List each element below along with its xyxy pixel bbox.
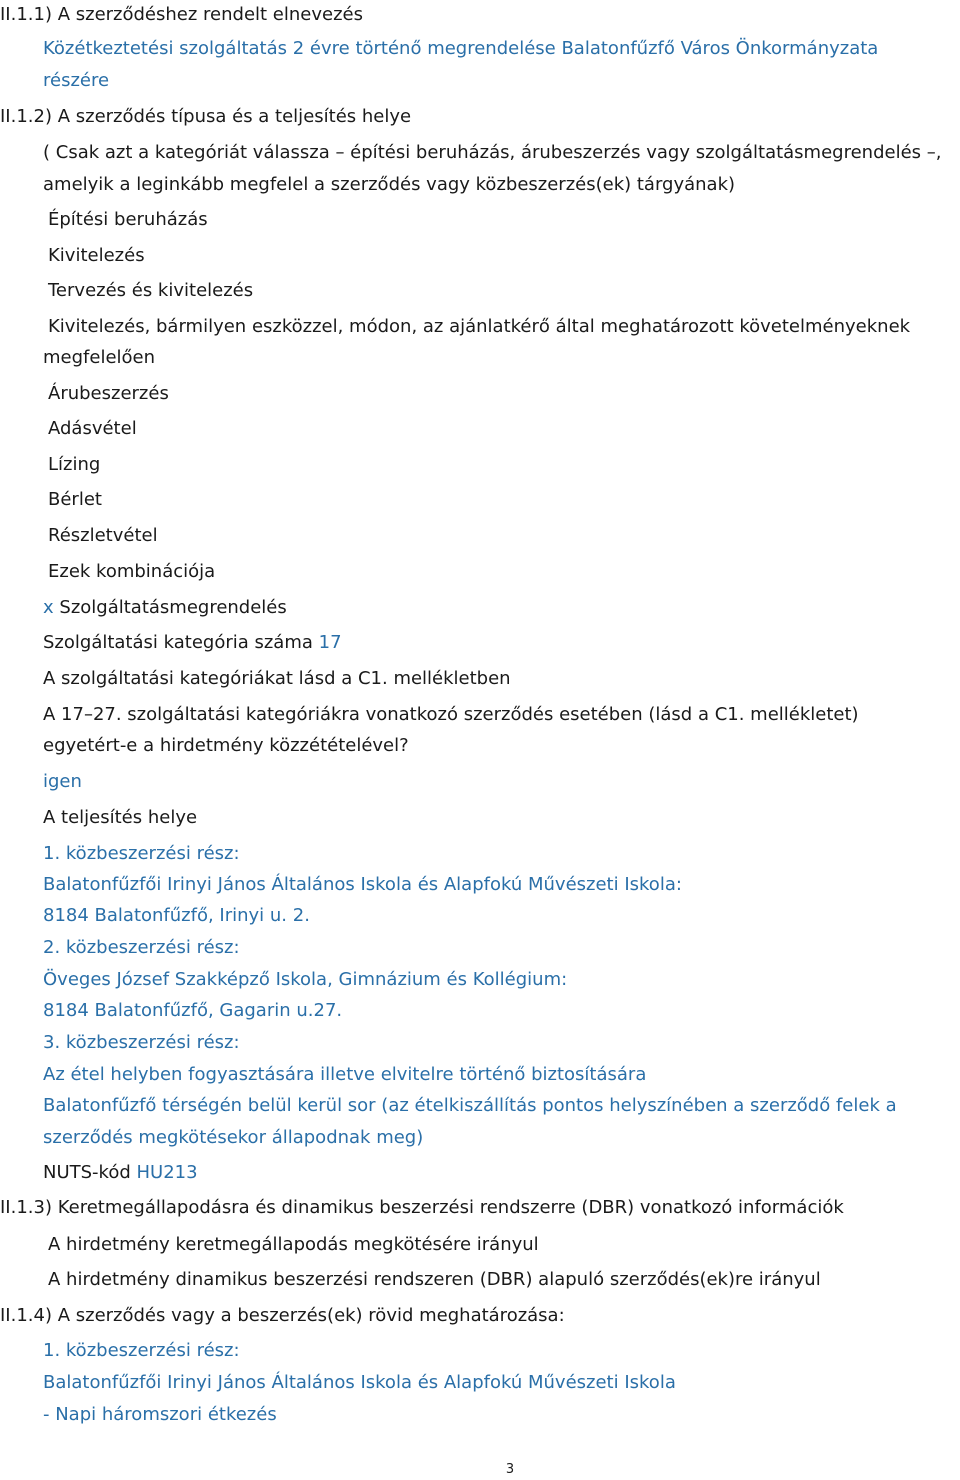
service-category-note: A szolgáltatási kategóriákat lásd a C1. mellékletben bbox=[43, 668, 511, 689]
publication-question-line-2: egyetért-e a hirdetmény közzétételével? bbox=[43, 735, 409, 756]
part-1-heading: 1. közbeszerzési rész: bbox=[43, 843, 240, 864]
option-dbr: A hirdetmény dinamikus beszerzési rendszeren (DBR) alapuló szerződés(ek)re irányul bbox=[48, 1269, 821, 1290]
option-szolgaltatasmegrendeles bbox=[43, 596, 287, 620]
publication-answer: igen bbox=[43, 771, 82, 792]
part-2-school-name: Öveges József Szakképző Iskola, Gimnázium és Kollégium: bbox=[43, 969, 568, 990]
option-kivitelezes-barmilyen-line-2: megfelelően bbox=[43, 347, 156, 368]
contract-title-line-2: részére bbox=[43, 70, 110, 91]
selected-mark: x bbox=[43, 597, 54, 618]
contract-title-line-1: Közétkeztetési szolgáltatás 2 évre történő megrendelése Balatonfűzfő Város Önkormányzata bbox=[43, 38, 879, 59]
part-3-text-line-2: Balatonfűzfő térségén belül kerül sor (az ételkiszállítás pontos helyszínében a szerződő felek a bbox=[43, 1095, 897, 1116]
nuts-code-value: HU213 bbox=[136, 1162, 198, 1183]
service-category-label: Szolgáltatási kategória száma bbox=[43, 632, 313, 653]
service-category-value: 17 bbox=[318, 632, 342, 653]
part-2-heading: 2. közbeszerzési rész: bbox=[43, 937, 240, 958]
part-3-text-line-3: szerződés megkötésekor állapodnak meg) bbox=[43, 1127, 424, 1148]
section-heading-ii-1-4: II.1.4) A szerződés vagy a beszerzés(ek) rövid meghatározása: bbox=[0, 1305, 565, 1326]
category-note-line-2: amelyik a leginkább megfelel a szerződés vagy közbeszerzés(ek) tárgyának) bbox=[43, 174, 736, 195]
place-of-performance-label: A teljesítés helye bbox=[43, 807, 198, 828]
nuts-code bbox=[43, 1161, 198, 1185]
part-3-heading: 3. közbeszerzési rész: bbox=[43, 1032, 240, 1053]
service-category bbox=[43, 631, 342, 655]
category-note-line-1: ( Csak azt a kategóriát válassza – építési beruházás, árubeszerzés vagy szolgáltatásmegrendelés –, bbox=[43, 142, 942, 163]
option-lizing: Lízing bbox=[48, 454, 101, 475]
option-kivitelezes: Kivitelezés bbox=[48, 245, 145, 266]
part-3-text-line-1: Az étel helyben fogyasztására illetve elvitelre történő biztosítására bbox=[43, 1064, 647, 1085]
publication-question-line-1: A 17–27. szolgáltatási kategóriákra vonatkozó szerződés esetében (lásd a C1. mellékletet) bbox=[43, 704, 859, 725]
part-1-address: 8184 Balatonfűzfő, Irinyi u. 2. bbox=[43, 905, 310, 926]
option-tervezes-es-kivitelezes: Tervezés és kivitelezés bbox=[48, 280, 254, 301]
option-kivitelezes-barmilyen-line-1: Kivitelezés, bármilyen eszközzel, módon, az ajánlatkérő által meghatározott követelményeknek bbox=[48, 316, 911, 337]
desc-part-1-item: - Napi háromszori étkezés bbox=[43, 1404, 277, 1425]
option-arubeszerzes: Árubeszerzés bbox=[48, 383, 169, 404]
option-reszletvetel: Részletvétel bbox=[48, 525, 158, 546]
option-kombinacio: Ezek kombinációja bbox=[48, 561, 216, 582]
nuts-code-label: NUTS-kód bbox=[43, 1162, 131, 1183]
section-heading-ii-1-2: II.1.2) A szerződés típusa és a teljesítés helye bbox=[0, 106, 412, 127]
section-heading-ii-1-1: II.1.1) A szerződéshez rendelt elnevezés bbox=[0, 4, 363, 25]
option-szolgaltatasmegrendeles-label: Szolgáltatásmegrendelés bbox=[59, 597, 287, 618]
option-keretmegallapodas: A hirdetmény keretmegállapodás megkötésére irányul bbox=[48, 1234, 539, 1255]
option-epitesi-beruhazas: Építési beruházás bbox=[48, 209, 208, 230]
page-number: 3 bbox=[505, 1462, 515, 1477]
part-2-address: 8184 Balatonfűzfő, Gagarin u.27. bbox=[43, 1000, 343, 1021]
option-berlet: Bérlet bbox=[48, 489, 102, 510]
desc-part-1-heading: 1. közbeszerzési rész: bbox=[43, 1340, 240, 1361]
option-adasvetel: Adásvétel bbox=[48, 418, 137, 439]
desc-part-1-school-name: Balatonfűzfői Irinyi János Általános Iskola és Alapfokú Művészeti Iskola bbox=[43, 1372, 676, 1393]
section-heading-ii-1-3: II.1.3) Keretmegállapodásra és dinamikus beszerzési rendszerre (DBR) vonatkozó információk bbox=[0, 1197, 844, 1218]
part-1-school-name: Balatonfűzfői Irinyi János Általános Iskola és Alapfokú Művészeti Iskola: bbox=[43, 874, 682, 895]
